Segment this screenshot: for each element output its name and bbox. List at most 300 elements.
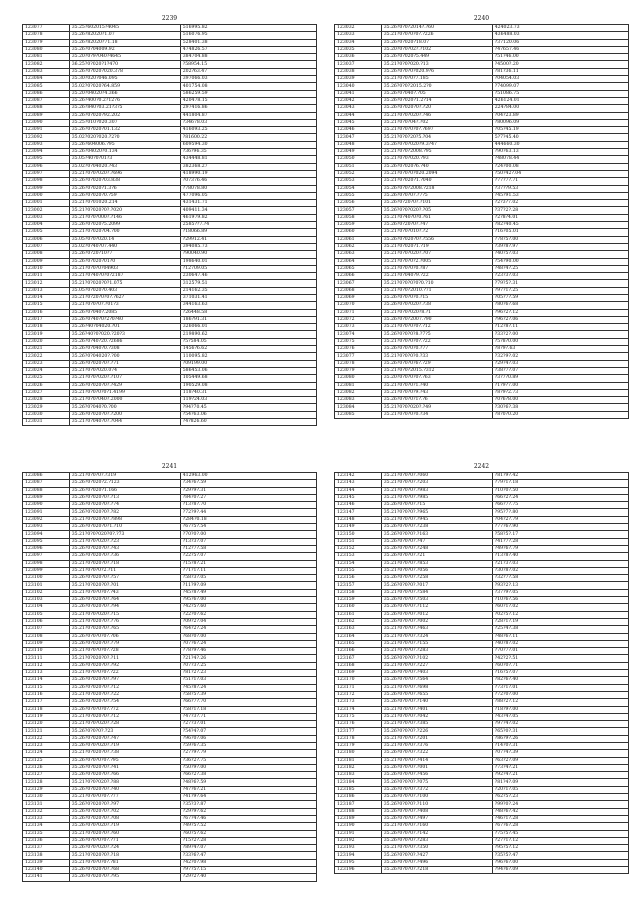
value-cell: 431431.71 bbox=[180, 200, 316, 207]
coordinate-cell: 35.26?0?0?0?.?163 bbox=[381, 531, 492, 538]
coordinate-cell: 35.26?0?020?0?.?74 bbox=[69, 502, 180, 509]
value-cell: ?68?0?.00 bbox=[180, 633, 316, 640]
row-id-cell: 123077 bbox=[335, 353, 382, 360]
coordinate-cell: 35.21?0?0?020?.?107 bbox=[69, 375, 180, 382]
coordinate-cell: 35.26?0?020?0?.?36 bbox=[69, 553, 180, 560]
table-row bbox=[23, 640, 317, 647]
table-row bbox=[335, 207, 629, 214]
row-id-cell: 123127 bbox=[23, 772, 70, 779]
row-id-cell: 123163 bbox=[335, 626, 382, 633]
row-id-cell: 123119 bbox=[23, 713, 70, 720]
coordinate-cell: 35.26?40?04020.?01 bbox=[69, 324, 180, 331]
value-cell: 384704.88 bbox=[180, 54, 316, 61]
value-cell: ?47657.46 bbox=[492, 46, 628, 53]
table-row bbox=[23, 353, 317, 360]
row-id-cell: 123179 bbox=[335, 742, 382, 749]
value-cell: ?95?7?.80 bbox=[492, 509, 628, 516]
table-row bbox=[23, 265, 317, 272]
table-row bbox=[23, 200, 317, 207]
coordinate-cell: 35.26?0?0?020?.?19 bbox=[69, 823, 180, 830]
value-cell: ?45?8?.24 bbox=[180, 684, 316, 691]
table-row bbox=[23, 655, 317, 662]
value-cell: ?48?6?.42 bbox=[492, 808, 628, 815]
value-cell: 219890.62 bbox=[180, 331, 316, 338]
table-row bbox=[335, 192, 629, 199]
row-id-cell: 123185 bbox=[335, 786, 382, 793]
coordinate-cell: 35.26?0?0?0?0?.?72 bbox=[69, 706, 180, 713]
table-row bbox=[23, 419, 317, 426]
coordinate-cell: 35.26?40?0?020.?20?3 bbox=[69, 331, 180, 338]
table-row bbox=[335, 97, 629, 104]
coordinate-cell: 35.26?0?020?0?.?79 bbox=[69, 640, 180, 647]
coordinate-cell: 35.21?0?0?0?0?.?22 bbox=[69, 670, 180, 677]
table-row bbox=[23, 243, 317, 250]
table-row bbox=[23, 801, 317, 808]
coordinate-cell: 35.21?0?020?0?1.075 bbox=[69, 280, 180, 287]
coordinate-cell: 35.26?0?0?0?.?497 bbox=[381, 815, 492, 822]
table-row bbox=[335, 134, 629, 141]
value-cell: ?30?6?.38 bbox=[492, 404, 628, 411]
row-id-cell: 123090 bbox=[23, 119, 70, 126]
table-row bbox=[335, 597, 629, 604]
row-id-cell: 123080 bbox=[23, 46, 70, 53]
value-cell: 528401.38 bbox=[180, 39, 316, 46]
table-row bbox=[335, 156, 629, 163]
table-row bbox=[335, 852, 629, 859]
value-cell: ?70?0?.00 bbox=[180, 531, 316, 538]
row-id-cell: 123195 bbox=[335, 859, 382, 866]
value-cell: ?8?9?.63 bbox=[492, 346, 628, 353]
row-id-cell: 123123 bbox=[23, 742, 70, 749]
coordinate-cell: 35.21?0?020?0?.?11 bbox=[69, 655, 180, 662]
row-id-cell: 123158 bbox=[335, 589, 382, 596]
value-cell: 412963.00 bbox=[180, 473, 316, 480]
value-cell: ?16?5?.07 bbox=[492, 670, 628, 677]
table-row bbox=[335, 859, 629, 866]
coordinate-cell: 35.26?0?0?0?.?7?5 bbox=[381, 192, 492, 199]
row-id-cell: 123116 bbox=[23, 691, 70, 698]
value-cell: 186?91.31 bbox=[180, 316, 316, 323]
value-cell: ?38?7?.07 bbox=[492, 367, 628, 374]
table-row bbox=[23, 170, 317, 177]
table-row bbox=[23, 97, 317, 104]
table-row bbox=[335, 185, 629, 192]
row-id-cell: 123036 bbox=[335, 54, 382, 61]
row-id-cell: 123175 bbox=[335, 713, 382, 720]
coordinate-cell: 35.21?0?0?0?04903 bbox=[69, 265, 180, 272]
coordinate-cell: 35.26?0?020?5.2099 bbox=[69, 222, 180, 229]
value-cell: 198640.01 bbox=[180, 258, 316, 265]
value-cell: ?29?9?.31 bbox=[180, 487, 316, 494]
table-row bbox=[335, 170, 629, 177]
row-id-cell: 123008 bbox=[23, 251, 70, 258]
row-id-cell: 123059 bbox=[335, 222, 382, 229]
coordinate-cell: 35.26?0?0?0?0.?77 bbox=[381, 346, 492, 353]
row-id-cell: 123103 bbox=[23, 597, 70, 604]
row-id-cell: 123181 bbox=[335, 757, 382, 764]
row-id-cell: 123066 bbox=[335, 273, 382, 280]
table-row bbox=[23, 76, 317, 83]
row-id-cell: 123018 bbox=[23, 324, 70, 331]
row-id-cell: 123139 bbox=[23, 859, 70, 866]
row-id-cell: 123023 bbox=[23, 360, 70, 367]
coordinate-cell: 35.26?0?0?0?.?427 bbox=[381, 852, 492, 859]
coordinate-cell: 35.21?0?0?020?.?49 bbox=[381, 404, 492, 411]
coordinate-cell: 35.26?0?0?0?.?564 bbox=[381, 677, 492, 684]
value-cell: ?48078.44 bbox=[492, 156, 628, 163]
value-cell: ?39?8?.97 bbox=[492, 243, 628, 250]
value-cell: 190529.08 bbox=[180, 382, 316, 389]
row-id-cell: 123088 bbox=[23, 487, 70, 494]
row-id-cell: 123068 bbox=[335, 287, 382, 294]
value-cell: ?82?40.45 bbox=[492, 222, 628, 229]
table-row bbox=[335, 404, 629, 411]
value-cell: ?14?0?.31 bbox=[492, 742, 628, 749]
row-id-cell: 123099 bbox=[23, 185, 70, 192]
value-cell: ?79?1?.18 bbox=[492, 480, 628, 487]
row-id-cell: 123093 bbox=[23, 141, 70, 148]
coordinate-cell: 35.21?0?0?020?.?15 bbox=[69, 611, 180, 618]
value-cell: ?67?5?.54 bbox=[180, 524, 316, 531]
coordinate-cell: 35.26?0?020?2.?123 bbox=[69, 480, 180, 487]
coordinate-cell: 35.26?0?0?0?020.9?6 bbox=[381, 68, 492, 75]
table-row bbox=[23, 32, 317, 39]
row-id-cell: 123087 bbox=[23, 480, 70, 487]
value-cell: ?02?5?.12 bbox=[492, 611, 628, 618]
table-row bbox=[335, 677, 629, 684]
row-id-cell: 123056 bbox=[335, 200, 382, 207]
table-row bbox=[23, 699, 317, 706]
value-cell: 344163.63 bbox=[180, 302, 316, 309]
coordinate-cell: 35.26?0?0?0?.?001 bbox=[381, 764, 492, 771]
row-id-cell: 123097 bbox=[23, 170, 70, 177]
coordinate-table bbox=[22, 24, 317, 426]
coordinate-cell: 35.26?0?0?0?.?283 bbox=[381, 837, 492, 844]
table-row bbox=[335, 553, 629, 560]
value-cell: ?35?3?.87 bbox=[180, 801, 316, 808]
row-id-cell: 123159 bbox=[335, 597, 382, 604]
coordinate-cell: 35.21?0?0?020?.?46 bbox=[381, 112, 492, 119]
table-row bbox=[23, 473, 317, 480]
table-row bbox=[23, 677, 317, 684]
row-id-cell: 123037 bbox=[335, 61, 382, 68]
coordinate-cell: 35.21?0?0?020?.?696 bbox=[69, 170, 180, 177]
value-cell: ?78078.80 bbox=[180, 185, 316, 192]
table-row bbox=[335, 670, 629, 677]
value-cell: ?86?9?.26 bbox=[492, 735, 628, 742]
row-id-cell: 123095 bbox=[23, 538, 70, 545]
coordinate-cell: 35.26?0?0?0?.?100 bbox=[381, 794, 492, 801]
coordinate-cell: 35.21?0?0?020?.?23 bbox=[69, 538, 180, 545]
row-id-cell: 123000 bbox=[23, 192, 70, 199]
coordinate-cell: 35.21?0?040?9.?22 bbox=[381, 273, 492, 280]
value-cell: 424023.73 bbox=[492, 25, 628, 32]
coordinate-cell: 35.26?0?0?0?1?.?6 bbox=[381, 397, 492, 404]
coordinate-cell: 35.26?0?0?0?.?47 bbox=[381, 538, 492, 545]
table-row bbox=[23, 538, 317, 545]
value-cell: 401754.08 bbox=[180, 83, 316, 90]
row-id-cell: 123161 bbox=[335, 611, 382, 618]
coordinate-cell: 35.21?0?0?020?.?88 bbox=[69, 779, 180, 786]
table-row bbox=[23, 192, 317, 199]
coordinate-cell: 35.21?0?0?020.?93 bbox=[381, 156, 492, 163]
table-row bbox=[335, 90, 629, 97]
row-id-cell: 123025 bbox=[23, 375, 70, 382]
coordinate-cell: 35.26?0?0?0?.?258 bbox=[381, 575, 492, 582]
value-cell: ?47?3?.71 bbox=[180, 713, 316, 720]
value-cell: ?13?8?.40 bbox=[492, 553, 628, 560]
row-id-cell: 123062 bbox=[335, 243, 382, 250]
coordinate-cell: 35.21?0?0?0?.?203 bbox=[381, 480, 492, 487]
coordinate-cell: 35.21?0?0?0?.?324 bbox=[381, 633, 492, 640]
row-id-cell: 123095 bbox=[23, 156, 70, 163]
table-row bbox=[335, 633, 629, 640]
table-row bbox=[23, 662, 317, 669]
row-id-cell: 123144 bbox=[335, 487, 382, 494]
row-id-cell: 123141 bbox=[23, 874, 70, 881]
table-row bbox=[335, 105, 629, 112]
coordinate-cell: 35.26?0?0?0?0?.?71 bbox=[69, 837, 180, 844]
table-row bbox=[23, 545, 317, 552]
coordinate-cell: 35.26?0?020?0?.?94 bbox=[69, 604, 180, 611]
coordinate-cell: 35.21?0?0?2015.?312 bbox=[381, 367, 492, 374]
row-id-cell: 123017 bbox=[23, 316, 70, 323]
coordinate-cell: 35.26?0?0?0?.?322 bbox=[381, 750, 492, 757]
table-row bbox=[23, 134, 317, 141]
table-row bbox=[23, 735, 317, 742]
value-cell: ?29?2?.40 bbox=[180, 874, 316, 881]
row-id-cell: 123024 bbox=[23, 367, 70, 374]
value-cell: ?66?7?.75 bbox=[492, 502, 628, 509]
table-row bbox=[335, 236, 629, 243]
coordinate-cell: 35.21?0?0?0?0?0.?10 bbox=[381, 280, 492, 287]
table-row bbox=[23, 112, 317, 119]
row-id-cell: 123079 bbox=[335, 367, 382, 374]
value-cell: ?42?2?.51 bbox=[492, 655, 628, 662]
row-id-cell: 123080 bbox=[335, 375, 382, 382]
coordinate-cell: 35.26?0?0?2014?.?60 bbox=[381, 25, 492, 32]
row-id-cell: 123021 bbox=[23, 346, 70, 353]
row-id-cell: 123086 bbox=[23, 473, 70, 480]
row-id-cell: 123049 bbox=[335, 149, 382, 156]
coordinate-cell: 35.26?0?0?0?0.?15 bbox=[381, 294, 492, 301]
coordinate-cell: 35.21?0?0?0?.?401 bbox=[381, 706, 492, 713]
row-id-cell: 123187 bbox=[335, 801, 382, 808]
row-id-cell: 123055 bbox=[335, 192, 382, 199]
table-row bbox=[23, 90, 317, 97]
value-cell: ?2?8?4.01 bbox=[492, 214, 628, 221]
table-row bbox=[23, 750, 317, 757]
value-cell: ?89?4?.07 bbox=[180, 845, 316, 852]
panel-title: 2241 bbox=[161, 463, 178, 470]
value-cell: ?67?4?.46 bbox=[180, 815, 316, 822]
value-cell: ?48?4?.25 bbox=[492, 265, 628, 272]
coordinate-cell: 35.21?0?0?0?.?056 bbox=[381, 567, 492, 574]
value-cell: ?37?2?.28 bbox=[492, 207, 628, 214]
row-id-cell: 123121 bbox=[23, 728, 70, 735]
coordinate-cell: 35.26?0?020?1.2?14 bbox=[381, 97, 492, 104]
coordinate-cell: 35.20?0?0?02?.?102 bbox=[381, 46, 492, 53]
coordinate-cell: 35.26?0?020?0?.?66 bbox=[69, 772, 180, 779]
value-cell: ?81?9?.42 bbox=[492, 473, 628, 480]
row-id-cell: 123149 bbox=[335, 524, 382, 531]
coordinate-cell: 35.21?0?01020.214 bbox=[69, 200, 180, 207]
table-row bbox=[23, 105, 317, 112]
row-id-cell: 123005 bbox=[23, 229, 70, 236]
row-id-cell: 123015 bbox=[23, 302, 70, 309]
row-id-cell: 123098 bbox=[23, 178, 70, 185]
value-cell: ?29912.41 bbox=[180, 236, 316, 243]
value-cell: ?25?4?.38 bbox=[492, 626, 628, 633]
coordinate-cell: 35.21?0?0?0?.?319 bbox=[69, 473, 180, 480]
table-row bbox=[335, 200, 629, 207]
table-row bbox=[335, 273, 629, 280]
row-id-cell: 123155 bbox=[335, 567, 382, 574]
table-row bbox=[23, 404, 317, 411]
value-cell: 326066.01 bbox=[180, 324, 316, 331]
value-cell: ?81?36.11 bbox=[492, 68, 628, 75]
value-cell: ?54?90.00 bbox=[492, 258, 628, 265]
table-row bbox=[23, 618, 317, 625]
value-cell: ?33?2?.00 bbox=[492, 331, 628, 338]
coordinate-cell: 35.26?0?0?0?.?15 bbox=[381, 502, 492, 509]
table-row bbox=[335, 815, 629, 822]
row-id-cell: 123044 bbox=[335, 112, 382, 119]
coordinate-cell: 35.26?0?020?0?.?556 bbox=[381, 236, 492, 243]
coordinate-cell: 35.21?0?0?0?0?.?43 bbox=[69, 589, 180, 596]
table-row bbox=[23, 294, 317, 301]
value-cell: ?50?9?.00 bbox=[180, 764, 316, 771]
coordinate-cell: 35.26?0?020?0?.?200 bbox=[69, 411, 180, 418]
coordinate-cell: 35.20?0?9?040?4645 bbox=[69, 54, 180, 61]
coordinate-cell: 35.21?0?0?0?.?283 bbox=[381, 648, 492, 655]
row-id-cell: 123194 bbox=[335, 852, 382, 859]
row-id-cell: 123130 bbox=[23, 794, 70, 801]
coordinate-cell: 35.21?0?0?0?.?060 bbox=[381, 473, 492, 480]
coordinate-cell: 35.26?0?0?0?.?408 bbox=[381, 808, 492, 815]
row-id-cell: 123148 bbox=[335, 516, 382, 523]
table-row bbox=[23, 830, 317, 837]
table-row bbox=[335, 823, 629, 830]
table-row bbox=[23, 163, 317, 170]
row-id-cell: 123157 bbox=[335, 582, 382, 589]
value-cell: ?27?9?.79 bbox=[180, 750, 316, 757]
table-row bbox=[23, 324, 317, 331]
coordinate-cell: 35.21?0?40?0?0?2187 bbox=[69, 273, 180, 280]
value-cell: ?72?0?.00 bbox=[492, 691, 628, 698]
coordinate-cell: 35.21?0?0?0?.?965 bbox=[381, 509, 492, 516]
value-cell: 436488.03 bbox=[492, 32, 628, 39]
row-id-cell: 123082 bbox=[335, 389, 382, 396]
coordinate-cell: 35.21?0?020?0?.?76 bbox=[69, 618, 180, 625]
coordinate-cell: 35.26?0?20?0?.?47 bbox=[381, 222, 492, 229]
row-id-cell: 123174 bbox=[335, 706, 382, 713]
table-row bbox=[335, 76, 629, 83]
row-id-cell: 123132 bbox=[23, 808, 70, 815]
coordinate-cell: 35.26?0?0?0?.?23 bbox=[69, 728, 180, 735]
coordinate-cell: 35.21?0?0?0?.?01?3 bbox=[69, 302, 180, 309]
coordinate-cell: 35.21?0?0?20?5.?04 bbox=[381, 134, 492, 141]
row-id-cell: 123063 bbox=[335, 251, 382, 258]
value-cell: ?58?3?.05 bbox=[180, 575, 316, 582]
coordinate-cell: 35.21?0?0?0?.?155 bbox=[381, 640, 492, 647]
value-cell: ?22?0?.62 bbox=[180, 611, 316, 618]
table-row bbox=[23, 721, 317, 728]
row-id-cell: 123146 bbox=[335, 502, 382, 509]
table-row bbox=[23, 794, 317, 801]
row-id-cell: 123129 bbox=[23, 786, 70, 793]
table-row bbox=[335, 524, 629, 531]
row-id-cell: 123081 bbox=[335, 382, 382, 389]
coordinate-cell: 35.26?0?020?0?.?64 bbox=[69, 597, 180, 604]
row-id-cell: 123124 bbox=[23, 750, 70, 757]
table-row bbox=[23, 845, 317, 852]
coordinate-cell: 35.21?0?0?020?8.?1 bbox=[381, 309, 492, 316]
value-cell: ?95?5?.12 bbox=[492, 845, 628, 852]
row-id-cell: 123114 bbox=[23, 677, 70, 684]
table-row bbox=[335, 735, 629, 742]
value-cell: ?32?9?.02 bbox=[492, 353, 628, 360]
value-cell: ?20?1?.05 bbox=[492, 786, 628, 793]
row-id-cell: 123043 bbox=[335, 105, 382, 112]
value-cell: 420478.15 bbox=[180, 97, 316, 104]
coordinate-cell: 35.26?0?020?0?.?95 bbox=[69, 874, 180, 881]
row-id-cell: 123112 bbox=[23, 662, 70, 669]
coordinate-cell: 35.26?0?20?0?.?101 bbox=[381, 200, 492, 207]
value-cell: ?40?8?.02 bbox=[492, 640, 628, 647]
table-row bbox=[335, 222, 629, 229]
table-row bbox=[23, 779, 317, 786]
coordinate-cell: 35.21?0?0?0?.?584 bbox=[381, 589, 492, 596]
coordinate-cell: 35.21?0?0?0?.?376 bbox=[381, 742, 492, 749]
table-row bbox=[23, 728, 317, 735]
value-cell: ?62?5?.23 bbox=[492, 794, 628, 801]
table-row bbox=[23, 487, 317, 494]
coordinate-cell: 35.26?0?040?0.?308 bbox=[69, 346, 180, 353]
row-id-cell: 123169 bbox=[335, 670, 382, 677]
value-cell: ?41?7?.28 bbox=[492, 538, 628, 545]
value-cell: ?97?5?.15 bbox=[180, 867, 316, 874]
table-row bbox=[335, 54, 629, 61]
value-cell: 397066.03 bbox=[180, 76, 316, 83]
value-cell: ?36?96.35 bbox=[180, 149, 316, 156]
row-id-cell: 123077 bbox=[23, 25, 70, 32]
row-id-cell: 123196 bbox=[335, 867, 382, 874]
coordinate-cell: 35.26?0?0?0?.?142 bbox=[381, 830, 492, 837]
table-panel-1 bbox=[22, 14, 317, 426]
coordinate-cell: 35.21?0?020?0?.?01 bbox=[69, 582, 180, 589]
table-row bbox=[23, 626, 317, 633]
coordinate-cell: 35.26?0?0?0?.?002 bbox=[381, 618, 492, 625]
coordinate-cell: 35.25?602015?4045 bbox=[69, 25, 180, 32]
value-cell: ?10?6?.56 bbox=[492, 597, 628, 604]
table-row bbox=[335, 509, 629, 516]
row-id-cell: 123053 bbox=[335, 178, 382, 185]
value-cell: ?09?2?.04 bbox=[180, 618, 316, 625]
value-cell: ?78?9?.46 bbox=[180, 648, 316, 655]
value-cell: ?82?6?.40 bbox=[492, 677, 628, 684]
table-row bbox=[23, 867, 317, 874]
table-row bbox=[23, 706, 317, 713]
row-id-cell: 123027 bbox=[23, 389, 70, 396]
table-row bbox=[23, 567, 317, 574]
table-row bbox=[23, 214, 317, 221]
value-cell: ?66?2?.24 bbox=[492, 494, 628, 501]
table-row bbox=[335, 611, 629, 618]
panel-title: 2239 bbox=[161, 15, 178, 22]
row-id-cell: 123183 bbox=[335, 772, 382, 779]
coordinate-cell: 35.21?0?0?0?.?698 bbox=[381, 684, 492, 691]
